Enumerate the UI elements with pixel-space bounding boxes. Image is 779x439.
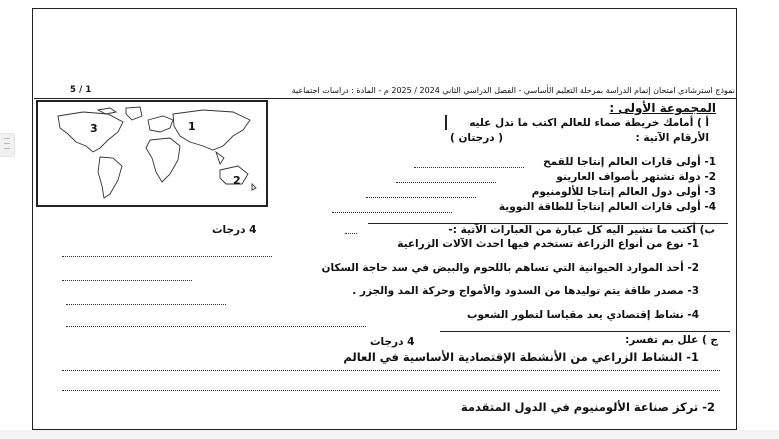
group-title: المجموعة الأولى : <box>609 101 716 115</box>
answer-line[interactable] <box>66 304 226 305</box>
exam-page <box>32 8 737 430</box>
part-a-item-2: 2- دولة تشتهر بأصواف العارينو <box>556 171 716 183</box>
answer-line[interactable] <box>345 233 357 234</box>
part-c-item-2: 2- تركز صناعة الألومنيوم في الدول المتقدمة <box>460 400 715 414</box>
part-c-title: ج ) علل بم تفسر: <box>625 334 718 346</box>
part-b-degree: 4 درجات <box>212 224 257 236</box>
part-a-item-4: 4- أولى قارات العالم إنتاجاً للطاقة النووية <box>498 201 716 213</box>
side-panel-tab[interactable] <box>0 133 15 157</box>
map-number-1: 1 <box>188 120 196 133</box>
viewer-bottom-strip <box>0 430 779 439</box>
answer-line[interactable] <box>414 167 524 168</box>
answer-line[interactable] <box>332 212 452 213</box>
blank-world-map <box>36 100 268 207</box>
part-c-degree: 4 درجات <box>370 336 415 348</box>
map-number-3: 3 <box>90 122 98 135</box>
part-a-instruction-line2: الأرقام الآتية : <box>635 132 709 144</box>
part-b-item-3: 3- مصدر طاقة يتم توليدها من السدود والأمواج وحركة المد والجزر . <box>352 285 699 297</box>
world-map-outline-icon <box>38 102 266 205</box>
page-number: 5 / 1 <box>70 85 92 95</box>
map-number-2: 2 <box>233 174 241 187</box>
part-a-item-3: 3- أولى دول العالم إنتاجا للألومنيوم <box>531 186 716 198</box>
part-b-item-4: 4- نشاط إقتصادي يعد مقياسا لتطور الشعوب <box>466 309 699 321</box>
bracket-mark <box>445 115 447 130</box>
part-b-item-1: 1- نوع من أنواع الزراعة تستخدم فيها احدث الآلات الزراعية <box>397 238 699 250</box>
part-b-item-2: 2- أحد الموارد الحيوانية التي تساهم باللحوم والبيض في سد حاجة السكان <box>321 262 699 274</box>
part-a-degree: ( درجتان ) <box>450 132 504 144</box>
exam-header-info: نموذج استرشادي امتحان إتمام الدراسة بمرحلة التعليم الأساسي - الفصل الدراسي الثاني 2024 / 2025 م - المادة : دراسات اجتماعية <box>291 86 735 95</box>
answer-line[interactable] <box>66 326 366 327</box>
answer-line[interactable] <box>62 390 720 391</box>
part-a-instruction: أ ) أمامك خريطة صماء للعالم اكتب ما تدل عليه <box>469 117 709 129</box>
header-divider <box>34 98 736 99</box>
part-b-title: ب) أكتب ما تشير اليه كل عبارة من العبارات الآتية :- <box>448 224 715 236</box>
section-c-divider <box>440 331 730 332</box>
answer-line[interactable] <box>62 370 720 371</box>
part-c-item-1: 1- النشاط الزراعي من الأنشطة الإقتصادية الأساسية في العالم <box>343 350 699 364</box>
answer-line[interactable] <box>396 182 496 183</box>
answer-line[interactable] <box>62 280 192 281</box>
answer-line[interactable] <box>62 256 272 257</box>
answer-line[interactable] <box>366 197 476 198</box>
part-a-item-1: 1- أولى قارات العالم إنتاجا للقمح <box>543 156 716 168</box>
